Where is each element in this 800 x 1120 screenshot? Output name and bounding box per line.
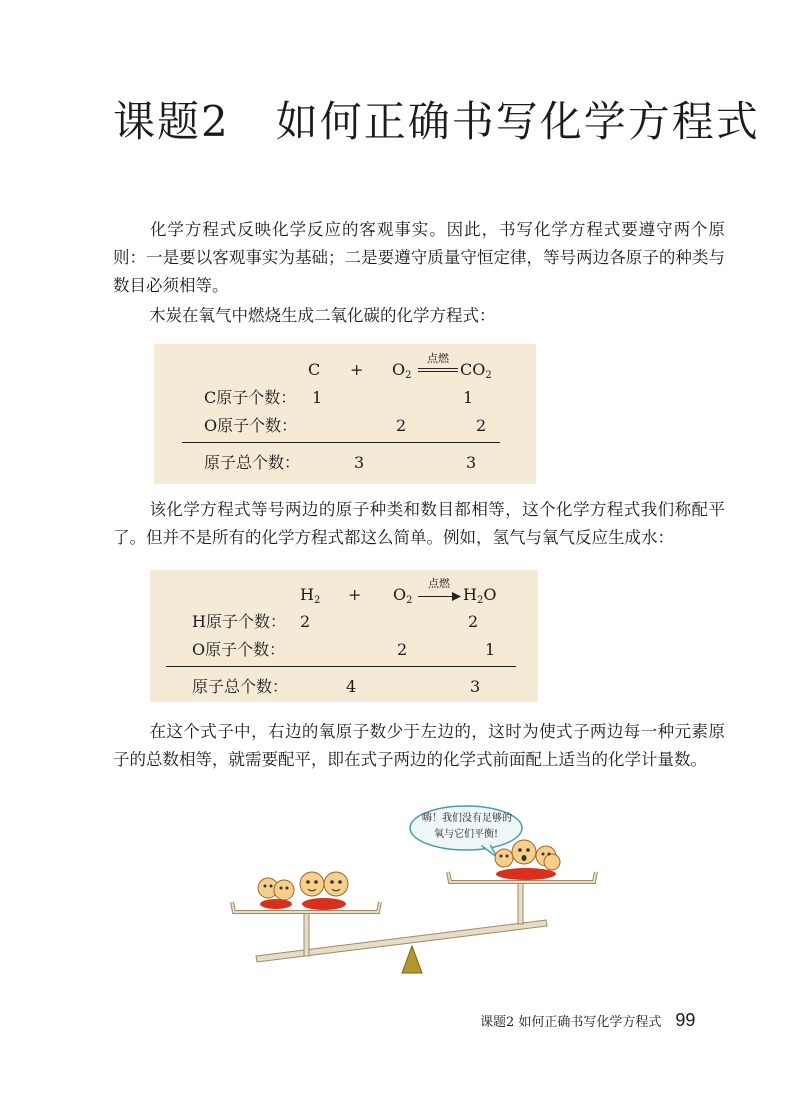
product-co2: $CO_2$ xyxy=(460,360,492,381)
scale-beam xyxy=(256,920,547,962)
left-molecules xyxy=(258,872,348,910)
plus-sign: + xyxy=(350,360,364,379)
table-divider xyxy=(166,666,516,667)
row-o-right: 1 xyxy=(485,640,496,659)
lesson-name: 如何正确书写化学方程式 xyxy=(275,97,760,146)
row-h-right: 2 xyxy=(468,612,479,631)
bubble-text: 嗨！我们没有足够的 氧与它们平衡! xyxy=(422,813,512,840)
paragraph-coefficients: 在这个式子中，右边的氧原子数少于左边的，这时为使式子两边每一种元素原子的总数相等，就需要配平，即在式子两边的化学式前面配上适当的化学计量数。 xyxy=(113,722,725,769)
balance-scale-illustration xyxy=(220,800,610,980)
reactant-o2: $O_2$ xyxy=(392,360,412,381)
equals-line-bottom xyxy=(418,371,458,372)
table-divider xyxy=(182,442,500,443)
right-post xyxy=(518,882,523,924)
row-o-right: 2 xyxy=(476,416,487,435)
row-o-label: O原子个数： xyxy=(192,640,286,659)
total-label: 原子总个数： xyxy=(204,453,301,472)
total-label: 原子总个数： xyxy=(192,677,289,696)
row-c-label: C原子个数： xyxy=(204,388,297,407)
equals-line-top xyxy=(418,368,458,369)
row-o-label: O原子个数： xyxy=(204,416,298,435)
footer-chapter: 课题2 如何正确书写化学方程式 xyxy=(480,1015,662,1030)
page-title xyxy=(113,92,760,152)
page-footer xyxy=(480,1008,730,1032)
row-o-left: 2 xyxy=(397,640,408,659)
paragraph-principles: 化学方程式反映化学反应的客观事实。因此，书写化学方程式要遵守两个原则：一是要以客观事实为基础；二是要遵守质量守恒定律，等号两边各原子的种类与数目必须相等。 xyxy=(113,220,725,295)
reaction-arrow xyxy=(418,596,454,597)
reactant-o2: $O_2$ xyxy=(393,585,413,606)
left-post xyxy=(304,912,309,956)
row-c-left: 1 xyxy=(312,388,323,407)
row-c-right: 1 xyxy=(463,388,474,407)
row-o-left: 2 xyxy=(396,416,407,435)
paragraph-balanced: 该化学方程式等号两边的原子种类和数目都相等，这个化学方程式我们称配平了。但并不是所有的化学方程式都这么简单。例如，氢气与氧气反应生成水： xyxy=(113,500,725,547)
condition-ignite: 点燃 xyxy=(428,577,450,590)
equation-box-carbon xyxy=(154,344,536,484)
right-molecules xyxy=(495,840,560,880)
condition-ignite: 点燃 xyxy=(427,352,449,365)
paragraph-charcoal-intro: 木炭在氧气中燃烧生成二氧化碳的化学方程式： xyxy=(149,306,496,325)
page-number: 99 xyxy=(675,1010,696,1030)
reactant-h2: $H_2$ xyxy=(300,585,321,606)
arrow-head-icon xyxy=(452,592,461,601)
reactant-c: C xyxy=(308,360,321,379)
row-h-left: 2 xyxy=(300,612,311,631)
total-right: 3 xyxy=(466,453,477,472)
equation-box-water xyxy=(150,570,538,702)
fulcrum-icon xyxy=(402,946,422,973)
product-h2o: $H_2O$ xyxy=(463,585,497,606)
total-left: 4 xyxy=(346,677,357,696)
plus-sign: + xyxy=(348,585,362,604)
row-h-label: H原子个数： xyxy=(192,612,286,631)
total-left: 3 xyxy=(354,453,365,472)
lesson-number: 课题2 xyxy=(113,97,230,146)
total-right: 3 xyxy=(470,677,481,696)
